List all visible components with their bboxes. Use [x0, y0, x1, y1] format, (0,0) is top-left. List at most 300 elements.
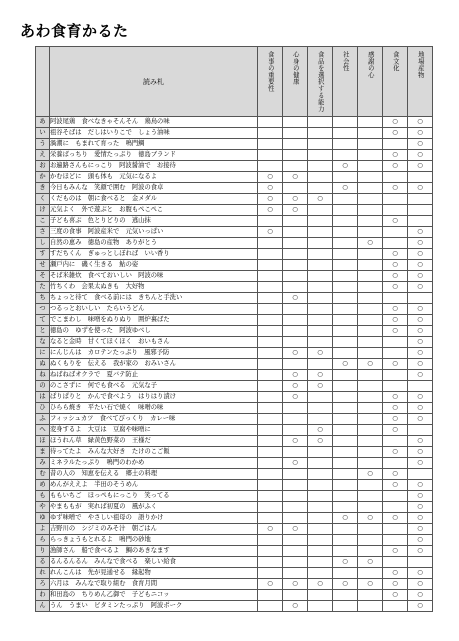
table-row: [36, 513, 433, 524]
table-row: [36, 194, 433, 205]
category-mark-cell: ○: [408, 513, 433, 524]
category-mark-cell: [358, 447, 383, 458]
header-row: [36, 47, 433, 117]
kana-cell: の: [36, 381, 50, 392]
kana-cell: す: [36, 249, 50, 260]
table-row: [36, 227, 433, 238]
category-mark-cell: [308, 161, 333, 172]
category-mark-cell: [258, 436, 283, 447]
category-mark-cell: ○: [308, 425, 333, 436]
category-mark-cell: [333, 205, 358, 216]
category-mark-cell: [258, 469, 283, 480]
category-mark-cell: [358, 205, 383, 216]
category-mark-cell: ○: [408, 458, 433, 469]
category-mark-cell: [358, 480, 383, 491]
verse-cell: らっきょうもとれるよ 鳴門の砂地: [50, 535, 258, 546]
verse-cell: ミネラルたっぷり 鳴門のわかめ: [50, 458, 258, 469]
category-mark-cell: [308, 557, 333, 568]
category-mark-cell: [383, 502, 408, 513]
category-mark-cell: [308, 513, 333, 524]
table-row: [36, 579, 433, 590]
category-mark-cell: [283, 491, 308, 502]
category-mark-cell: [283, 128, 308, 139]
category-mark-cell: ○: [383, 326, 408, 337]
category-mark-cell: [308, 601, 333, 612]
category-label: 食品を選択する能力: [316, 51, 324, 113]
category-mark-cell: [258, 271, 283, 282]
kana-cell: も: [36, 491, 50, 502]
category-mark-cell: [258, 293, 283, 304]
category-header-food-culture: [383, 47, 408, 117]
category-mark-cell: [283, 139, 308, 150]
verse-cell: でこまわし 味噌をぬりぬり 囲炉裏ばた: [50, 315, 258, 326]
category-mark-cell: [358, 403, 383, 414]
category-mark-cell: [308, 205, 333, 216]
table-row: [36, 524, 433, 535]
table-row: [36, 337, 433, 348]
category-mark-cell: ○: [408, 535, 433, 546]
category-mark-cell: [333, 260, 358, 271]
category-mark-cell: [258, 458, 283, 469]
category-mark-cell: [308, 282, 333, 293]
kana-cell: け: [36, 205, 50, 216]
category-mark-cell: [358, 348, 383, 359]
category-mark-cell: [258, 557, 283, 568]
category-mark-cell: [283, 502, 308, 513]
verse-cell: ちょっと待て 食べる前には きちんと手洗い: [50, 293, 258, 304]
table-row: [36, 304, 433, 315]
kana-cell: へ: [36, 425, 50, 436]
verse-cell: 吉野川の シジミのみそ汁 朝ごはん: [50, 524, 258, 535]
category-mark-cell: [383, 370, 408, 381]
category-mark-cell: [333, 293, 358, 304]
category-mark-cell: [358, 315, 383, 326]
category-mark-cell: [383, 524, 408, 535]
category-mark-cell: ○: [408, 238, 433, 249]
kana-cell: り: [36, 546, 50, 557]
category-mark-cell: [358, 117, 383, 128]
category-mark-cell: [308, 139, 333, 150]
kana-cell: う: [36, 139, 50, 150]
category-mark-cell: [383, 293, 408, 304]
verse-cell: くだものは 朝に食べると 金メダル: [50, 194, 258, 205]
karuta-table: [35, 46, 433, 612]
category-mark-cell: [383, 436, 408, 447]
category-mark-cell: ○: [383, 128, 408, 139]
category-mark-cell: [383, 458, 408, 469]
table-row: [36, 502, 433, 513]
verse-cell: るんるんるん みんなで食べる 楽しい給食: [50, 557, 258, 568]
verse-cell: 子ども喜ぶ 色とりどりの 逃山抹: [50, 216, 258, 227]
kana-cell: れ: [36, 568, 50, 579]
kana-column-header: [36, 47, 50, 117]
table-row: [36, 260, 433, 271]
category-mark-cell: [258, 392, 283, 403]
category-mark-cell: [283, 425, 308, 436]
category-mark-cell: ○: [283, 436, 308, 447]
kana-cell: お: [36, 161, 50, 172]
category-mark-cell: ○: [258, 183, 283, 194]
category-mark-cell: [358, 194, 383, 205]
category-mark-cell: ○: [333, 513, 358, 524]
verse-cell: なると金時 甘くてほくほく おいもさん: [50, 337, 258, 348]
category-mark-cell: [258, 502, 283, 513]
category-mark-cell: [258, 403, 283, 414]
category-mark-cell: ○: [408, 480, 433, 491]
category-label: 食文化: [391, 51, 399, 72]
category-mark-cell: [283, 326, 308, 337]
category-mark-cell: [308, 183, 333, 194]
category-mark-cell: ○: [283, 392, 308, 403]
category-mark-cell: [283, 403, 308, 414]
category-mark-cell: [408, 172, 433, 183]
category-mark-cell: [333, 436, 358, 447]
category-mark-cell: [333, 216, 358, 227]
category-mark-cell: [358, 524, 383, 535]
category-mark-cell: ○: [408, 139, 433, 150]
verse-cell: 竹ちくわ 会果太ぬきも 大好物: [50, 282, 258, 293]
category-mark-cell: [358, 161, 383, 172]
category-mark-cell: [358, 491, 383, 502]
category-mark-cell: [358, 546, 383, 557]
kana-cell: か: [36, 172, 50, 183]
table-row: [36, 172, 433, 183]
category-mark-cell: [308, 568, 333, 579]
verse-cell: 三度の食事 阿波産米で 元気いっぱい: [50, 227, 258, 238]
table-row: [36, 535, 433, 546]
category-mark-cell: [333, 337, 358, 348]
category-mark-cell: [333, 469, 358, 480]
kana-cell: い: [36, 128, 50, 139]
category-mark-cell: [308, 128, 333, 139]
verse-cell: 阿波尾鶏 食べなきゃそんそん 鶏鳥の味: [50, 117, 258, 128]
category-mark-cell: [308, 260, 333, 271]
karuta-rows: [36, 117, 433, 612]
verse-cell: のこさずに 何でも食べる 元気な子: [50, 381, 258, 392]
category-mark-cell: [308, 359, 333, 370]
verse-cell: ひらら焼き 平たい石で焼く 味噌の味: [50, 403, 258, 414]
kana-cell: ね: [36, 370, 50, 381]
verse-cell: 漁師さん 船で食べるよ 鯛のあきなます: [50, 546, 258, 557]
category-mark-cell: [308, 293, 333, 304]
verse-cell: そば米雑炊 食べておいしい 阿波の味: [50, 271, 258, 282]
category-mark-cell: ○: [408, 117, 433, 128]
kana-cell: ぬ: [36, 359, 50, 370]
kana-cell: き: [36, 183, 50, 194]
verse-cell: かむほどに 頭も体も 元気になるよ: [50, 172, 258, 183]
table-row: [36, 271, 433, 282]
category-mark-cell: [258, 480, 283, 491]
category-mark-cell: ○: [383, 315, 408, 326]
table-row: [36, 293, 433, 304]
category-mark-cell: ○: [308, 370, 333, 381]
table-row: [36, 458, 433, 469]
category-mark-cell: [283, 469, 308, 480]
category-mark-cell: ○: [408, 326, 433, 337]
category-mark-cell: [333, 381, 358, 392]
category-mark-cell: [358, 150, 383, 161]
category-mark-cell: ○: [408, 161, 433, 172]
kana-cell: た: [36, 282, 50, 293]
category-mark-cell: [258, 535, 283, 546]
category-mark-cell: [308, 480, 333, 491]
category-mark-cell: [358, 381, 383, 392]
kana-cell: む: [36, 469, 50, 480]
verse-cell: やまももが 実れば初夏の 風がふく: [50, 502, 258, 513]
category-mark-cell: ○: [383, 480, 408, 491]
category-mark-cell: [358, 172, 383, 183]
category-mark-cell: [333, 491, 358, 502]
kana-cell: せ: [36, 260, 50, 271]
verse-cell: 待ってたよ みんな大好き たけのこご飯: [50, 447, 258, 458]
table-row: [36, 425, 433, 436]
category-mark-cell: [358, 370, 383, 381]
category-mark-cell: [258, 282, 283, 293]
category-mark-cell: [333, 304, 358, 315]
verse-cell: ゆず味噌で やさしい祖母の 語りかけ: [50, 513, 258, 524]
category-mark-cell: [383, 172, 408, 183]
category-mark-cell: [383, 139, 408, 150]
kana-cell: ん: [36, 601, 50, 612]
category-mark-cell: ○: [408, 260, 433, 271]
kana-cell: わ: [36, 590, 50, 601]
category-mark-cell: ○: [408, 447, 433, 458]
category-mark-cell: [283, 304, 308, 315]
category-mark-cell: [358, 249, 383, 260]
table-row: [36, 348, 433, 359]
category-mark-cell: ○: [283, 458, 308, 469]
category-mark-cell: ○: [358, 513, 383, 524]
kana-cell: ふ: [36, 414, 50, 425]
category-mark-cell: [308, 469, 333, 480]
category-mark-cell: [283, 480, 308, 491]
category-mark-cell: [258, 337, 283, 348]
category-mark-cell: [358, 128, 383, 139]
category-mark-cell: ○: [408, 436, 433, 447]
category-header-mind-body-health: [283, 47, 308, 117]
category-mark-cell: [308, 403, 333, 414]
category-mark-cell: [283, 546, 308, 557]
kana-cell: し: [36, 238, 50, 249]
category-mark-cell: ○: [283, 205, 308, 216]
category-mark-cell: ○: [358, 579, 383, 590]
category-mark-cell: ○: [408, 414, 433, 425]
category-mark-cell: [258, 513, 283, 524]
category-mark-cell: [358, 535, 383, 546]
category-mark-cell: [258, 128, 283, 139]
kana-cell: ら: [36, 535, 50, 546]
category-mark-cell: [383, 348, 408, 359]
table-row: [36, 326, 433, 337]
category-mark-cell: ○: [383, 414, 408, 425]
kana-cell: よ: [36, 524, 50, 535]
category-mark-cell: [283, 447, 308, 458]
category-mark-cell: ○: [408, 183, 433, 194]
table-row: [36, 414, 433, 425]
category-mark-cell: [308, 227, 333, 238]
category-mark-cell: [283, 249, 308, 260]
category-mark-cell: [308, 414, 333, 425]
category-mark-cell: [333, 568, 358, 579]
category-mark-cell: ○: [258, 524, 283, 535]
category-mark-cell: [358, 326, 383, 337]
category-mark-cell: [283, 337, 308, 348]
category-mark-cell: [308, 535, 333, 546]
category-mark-cell: ○: [383, 150, 408, 161]
category-mark-cell: [333, 326, 358, 337]
category-mark-cell: [283, 183, 308, 194]
table-row: [36, 447, 433, 458]
table-row: [36, 568, 433, 579]
category-mark-cell: [358, 282, 383, 293]
category-mark-cell: ○: [408, 546, 433, 557]
kana-cell: な: [36, 337, 50, 348]
category-mark-cell: [358, 392, 383, 403]
table-row: [36, 282, 433, 293]
category-mark-cell: [333, 194, 358, 205]
category-mark-cell: ○: [383, 260, 408, 271]
category-label: 地場産物: [416, 51, 424, 79]
category-mark-cell: [333, 590, 358, 601]
category-mark-cell: [333, 128, 358, 139]
category-mark-cell: ○: [408, 249, 433, 260]
category-mark-cell: ○: [333, 359, 358, 370]
category-mark-cell: [333, 458, 358, 469]
category-mark-cell: ○: [408, 491, 433, 502]
category-mark-cell: [333, 414, 358, 425]
table-row: [36, 590, 433, 601]
category-mark-cell: [333, 502, 358, 513]
category-mark-cell: [333, 370, 358, 381]
category-mark-cell: [308, 238, 333, 249]
kana-cell: と: [36, 326, 50, 337]
category-mark-cell: ○: [308, 381, 333, 392]
category-mark-cell: [358, 458, 383, 469]
table-row: [36, 546, 433, 557]
category-header-meal-importance: [258, 47, 283, 117]
category-mark-cell: [258, 315, 283, 326]
verse-cell: 徳島の ゆずを使った 阿波ゆべし: [50, 326, 258, 337]
category-mark-cell: [283, 216, 308, 227]
category-mark-cell: [333, 271, 358, 282]
verse-cell: ももいちご ほっぺもにっこり 笑ってる: [50, 491, 258, 502]
category-mark-cell: [283, 359, 308, 370]
verse-column-header: 読み札: [50, 47, 258, 117]
category-mark-cell: ○: [408, 579, 433, 590]
category-mark-cell: [283, 150, 308, 161]
table-row: [36, 436, 433, 447]
category-mark-cell: ○: [408, 524, 433, 535]
category-mark-cell: [283, 414, 308, 425]
category-mark-cell: ○: [383, 447, 408, 458]
kana-cell: は: [36, 392, 50, 403]
category-mark-cell: [408, 216, 433, 227]
category-mark-cell: [308, 117, 333, 128]
category-mark-cell: [358, 260, 383, 271]
category-mark-cell: ○: [383, 359, 408, 370]
category-mark-cell: [408, 205, 433, 216]
category-mark-cell: ○: [283, 293, 308, 304]
category-mark-cell: [258, 117, 283, 128]
category-mark-cell: [283, 161, 308, 172]
verse-cell: 自然の恵み 徳島の産物 ありがとう: [50, 238, 258, 249]
category-mark-cell: [308, 458, 333, 469]
table-row: [36, 183, 433, 194]
kana-cell: あ: [36, 117, 50, 128]
category-mark-cell: [333, 524, 358, 535]
category-mark-cell: [258, 326, 283, 337]
verse-cell: 渦潮に もまれて育った 鳴門鯛: [50, 139, 258, 150]
category-mark-cell: ○: [283, 370, 308, 381]
category-mark-cell: [308, 315, 333, 326]
category-mark-cell: ○: [408, 304, 433, 315]
category-mark-cell: ○: [408, 128, 433, 139]
category-mark-cell: ○: [408, 150, 433, 161]
category-mark-cell: [333, 249, 358, 260]
category-mark-cell: ○: [283, 579, 308, 590]
category-mark-cell: [333, 546, 358, 557]
category-mark-cell: ○: [408, 359, 433, 370]
verse-cell: 栄養ばっちり 愛情たっぷり 徳島ブランド: [50, 150, 258, 161]
category-mark-cell: [258, 568, 283, 579]
category-mark-cell: [408, 293, 433, 304]
category-mark-cell: ○: [408, 403, 433, 414]
kana-cell: み: [36, 458, 50, 469]
category-mark-cell: [283, 535, 308, 546]
category-mark-cell: [308, 337, 333, 348]
category-mark-cell: ○: [383, 403, 408, 414]
category-mark-cell: [258, 546, 283, 557]
category-mark-cell: [333, 139, 358, 150]
table-row: [36, 161, 433, 172]
category-mark-cell: ○: [408, 370, 433, 381]
category-mark-cell: [258, 601, 283, 612]
category-mark-cell: [333, 227, 358, 238]
category-mark-cell: [358, 183, 383, 194]
category-mark-cell: [358, 337, 383, 348]
category-mark-cell: ○: [333, 183, 358, 194]
category-mark-cell: [308, 502, 333, 513]
category-mark-cell: [258, 216, 283, 227]
kana-cell: て: [36, 315, 50, 326]
category-mark-cell: ○: [283, 194, 308, 205]
category-mark-cell: ○: [408, 502, 433, 513]
category-label: 感謝の心: [366, 51, 374, 79]
category-mark-cell: [258, 348, 283, 359]
category-mark-cell: [308, 524, 333, 535]
category-mark-cell: ○: [408, 227, 433, 238]
category-mark-cell: ○: [333, 161, 358, 172]
category-mark-cell: ○: [408, 282, 433, 293]
category-mark-cell: [333, 172, 358, 183]
category-mark-cell: [258, 139, 283, 150]
category-mark-cell: ○: [258, 579, 283, 590]
table-row: [36, 491, 433, 502]
category-mark-cell: ○: [283, 348, 308, 359]
category-mark-cell: [283, 117, 308, 128]
category-mark-cell: ○: [383, 590, 408, 601]
category-mark-cell: ○: [383, 161, 408, 172]
category-mark-cell: [358, 568, 383, 579]
table-row: [36, 117, 433, 128]
category-mark-cell: ○: [308, 436, 333, 447]
kana-cell: ろ: [36, 579, 50, 590]
category-mark-cell: [333, 425, 358, 436]
category-mark-cell: ○: [383, 469, 408, 480]
table-row: [36, 216, 433, 227]
category-mark-cell: [333, 315, 358, 326]
category-mark-cell: [383, 535, 408, 546]
